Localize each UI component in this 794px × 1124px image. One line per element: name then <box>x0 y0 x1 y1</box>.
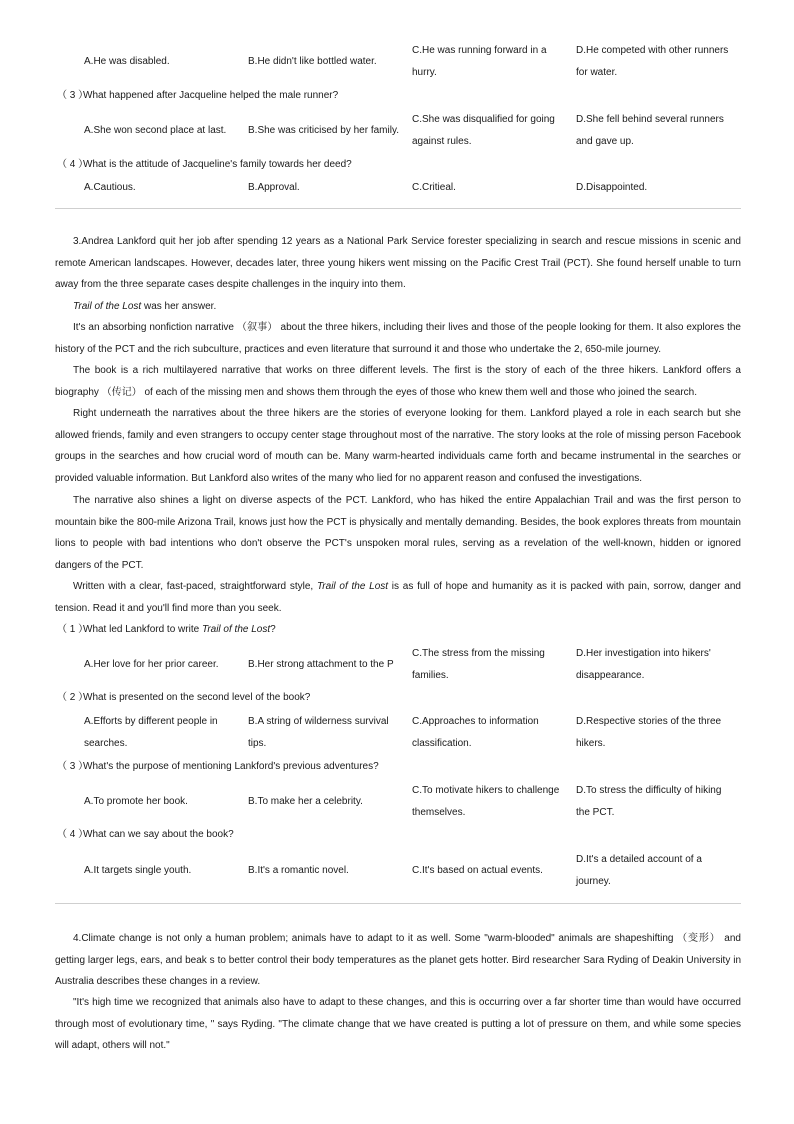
option-d: D.It's a detailed account of a journey. <box>576 854 702 887</box>
option-d: D.She fell behind several runners and gave up. <box>576 114 724 147</box>
option-d: D.Respective stories of the three hikers. <box>576 716 722 749</box>
prev-q3-stem <box>57 89 338 103</box>
option-d: D.He competed with other runners for water. <box>576 45 729 78</box>
prev-q3-options <box>84 109 744 152</box>
passage3-paragraph-7: Written with a clear, fast-paced, straightforward style, Trail of the Lost is as full of hope and humanity as it is packed with pain, sorrow, danger and tension. Read it and you'll find more than you seek. <box>55 581 741 614</box>
section-divider <box>55 903 741 904</box>
option-c: C.Approaches to information classification. <box>412 716 539 749</box>
p3-q3-stem: （ 3 ）What's the purpose of mentioning Lankford's previous adventures? <box>57 761 379 772</box>
passage3-paragraph-6: The narrative also shines a light on diverse aspects of the PCT. Lankford, who has hiked the entire Appalachian Trail and was the first person to mountain bike the 800-mile Arizona Trail, knows just how the PCT is physically and mentally demanding. Besides, the book explores threats from mountain lions to people with bad intentions who don't observe the PCT's unspoken moral rules, serving as a revelation of the well-known, hidden or ignored dangers of the PCT. <box>55 495 741 571</box>
prev-q4-stem <box>57 158 352 172</box>
passage3-paragraph-3: It's an absorbing nonfiction narrative （叙事） about the three hikers, including their lives and those of the people looking for them. It also explores the history of the PCT and the rich subculture, practices and even literature that surround it and those who undertake the 2, 650-mile journey. <box>55 322 741 355</box>
option-b: B.To make her a celebrity. <box>248 795 363 807</box>
section-divider <box>55 208 741 209</box>
p3-q3-options <box>84 780 744 823</box>
p3-q2-stem: （ 2 ）What is presented on the second level of the book? <box>57 692 311 703</box>
question-number: （ 3 ） <box>57 90 89 101</box>
p3-q4-options <box>84 849 744 892</box>
option-b: B.Approval. <box>248 182 300 193</box>
passage3-paragraph-1: 3.Andrea Lankford quit her job after spending 12 years as a National Park Service forester specializing in search and rescue missions in scenic and remote American landscapes. However, decades later, three young hikers went missing on the Pacific Crest Trail (PCT). She found herself unable to turn away from the three separate cases despite challenges in the inquiry into them. <box>55 236 741 291</box>
question-number: （ 3 ） <box>57 761 89 772</box>
option-c: C.He was running forward in a hurry. <box>412 45 547 78</box>
option-a: A.He was disabled. <box>84 55 170 67</box>
passage3-paragraph-2: Trail of the Lost was her answer. <box>73 301 217 312</box>
option-c: C.She was disqualified for going against rules. <box>412 114 555 147</box>
question-text: What happened after Jacqueline helped the male runner? <box>83 90 339 101</box>
option-d: D.Disappointed. <box>576 182 648 193</box>
question-number: （ 4 ） <box>57 829 89 840</box>
question-number: （ 2 ） <box>57 692 89 703</box>
option-a: A.It targets single youth. <box>84 864 192 876</box>
option-b: B.Her strong attachment to the P <box>248 658 394 670</box>
question-text: What is the attitude of Jacqueline's family towards her deed? <box>83 159 352 170</box>
p3-q2-options <box>84 711 744 754</box>
option-a: A.Her love for her prior career. <box>84 658 219 670</box>
passage3-paragraph-4: The book is a rich multilayered narrative that works on three different levels. The first is the story of each of the three hikers. Lankford offers a biography （传记） of each of the missing men and shows them through the eyes of those who knew them well and those who joined the search. <box>55 365 741 398</box>
option-d: D.Her investigation into hikers' disappearance. <box>576 648 711 681</box>
prev-q4-options <box>84 177 744 199</box>
option-c: C.It's based on actual events. <box>412 864 543 876</box>
question-number: （ 1 ） <box>57 624 89 635</box>
option-c: C.The stress from the missing families. <box>412 648 545 681</box>
option-d: D.To stress the difficulty of hiking the PCT. <box>576 785 722 818</box>
option-b: B.A string of wilderness survival tips. <box>248 716 389 749</box>
book-title: Trail of the Lost <box>73 301 142 312</box>
option-b: B.He didn't like bottled water. <box>248 55 377 67</box>
passage4-paragraph-1: 4.Climate change is not only a human problem; animals have to adapt to it as well. Some "warm-blooded" animals are shapeshifting （变形） and getting larger legs, ears, and beak s to better control their body temperatures as the planet gets hotter. Bird researcher Sara Ryding of Deakin University in Australia describes these changes in a review. <box>55 933 741 988</box>
question-number: （ 4 ） <box>57 159 89 170</box>
option-b: B.It's a romantic novel. <box>248 864 349 876</box>
book-title: Trail of the Lost <box>316 581 389 592</box>
option-c: C.Critieal. <box>412 182 456 193</box>
p3-q1-stem: （ 1 ）What led Lankford to write Trail of the Lost? <box>57 624 276 635</box>
option-a: A.Cautious. <box>84 182 136 193</box>
option-a: A.To promote her book. <box>84 795 188 807</box>
option-a: A.She won second place at last. <box>84 124 227 136</box>
passage3-paragraph-5: Right underneath the narratives about the three hikers are the stories of everyone looking for them. Lankford played a role in each search but she allowed friends, family and even strangers to occupy center stage throughout most of the narrative. The story looks at the role of missing person Facebook groups in the searches and how crucial word of mouth can be. Many warm-hearted individuals came forth and became instrumental in the searches or provided valuable information. But Lankford also writes of the many who lied for no apparent reason and confused the investigations. <box>55 408 741 484</box>
p3-q1-options <box>84 643 744 686</box>
passage4-paragraph-2: "It's high time we recognized that animals also have to adapt to these changes, and this is occurring over a far shorter time than would have occurred through most of evolutionary time, " says Ryding. "The climate change that we have created is putting a lot of pressure on them, and while some species will adapt, others will not." <box>55 997 741 1052</box>
option-c: C.To motivate hikers to challenge themselves. <box>412 785 560 818</box>
option-b: B.She was criticised by her family. <box>248 124 399 136</box>
p3-q4-stem: （ 4 ）What can we say about the book? <box>57 829 234 840</box>
option-a: A.Efforts by different people in searches. <box>84 716 218 749</box>
prev-q2-options <box>84 40 744 83</box>
